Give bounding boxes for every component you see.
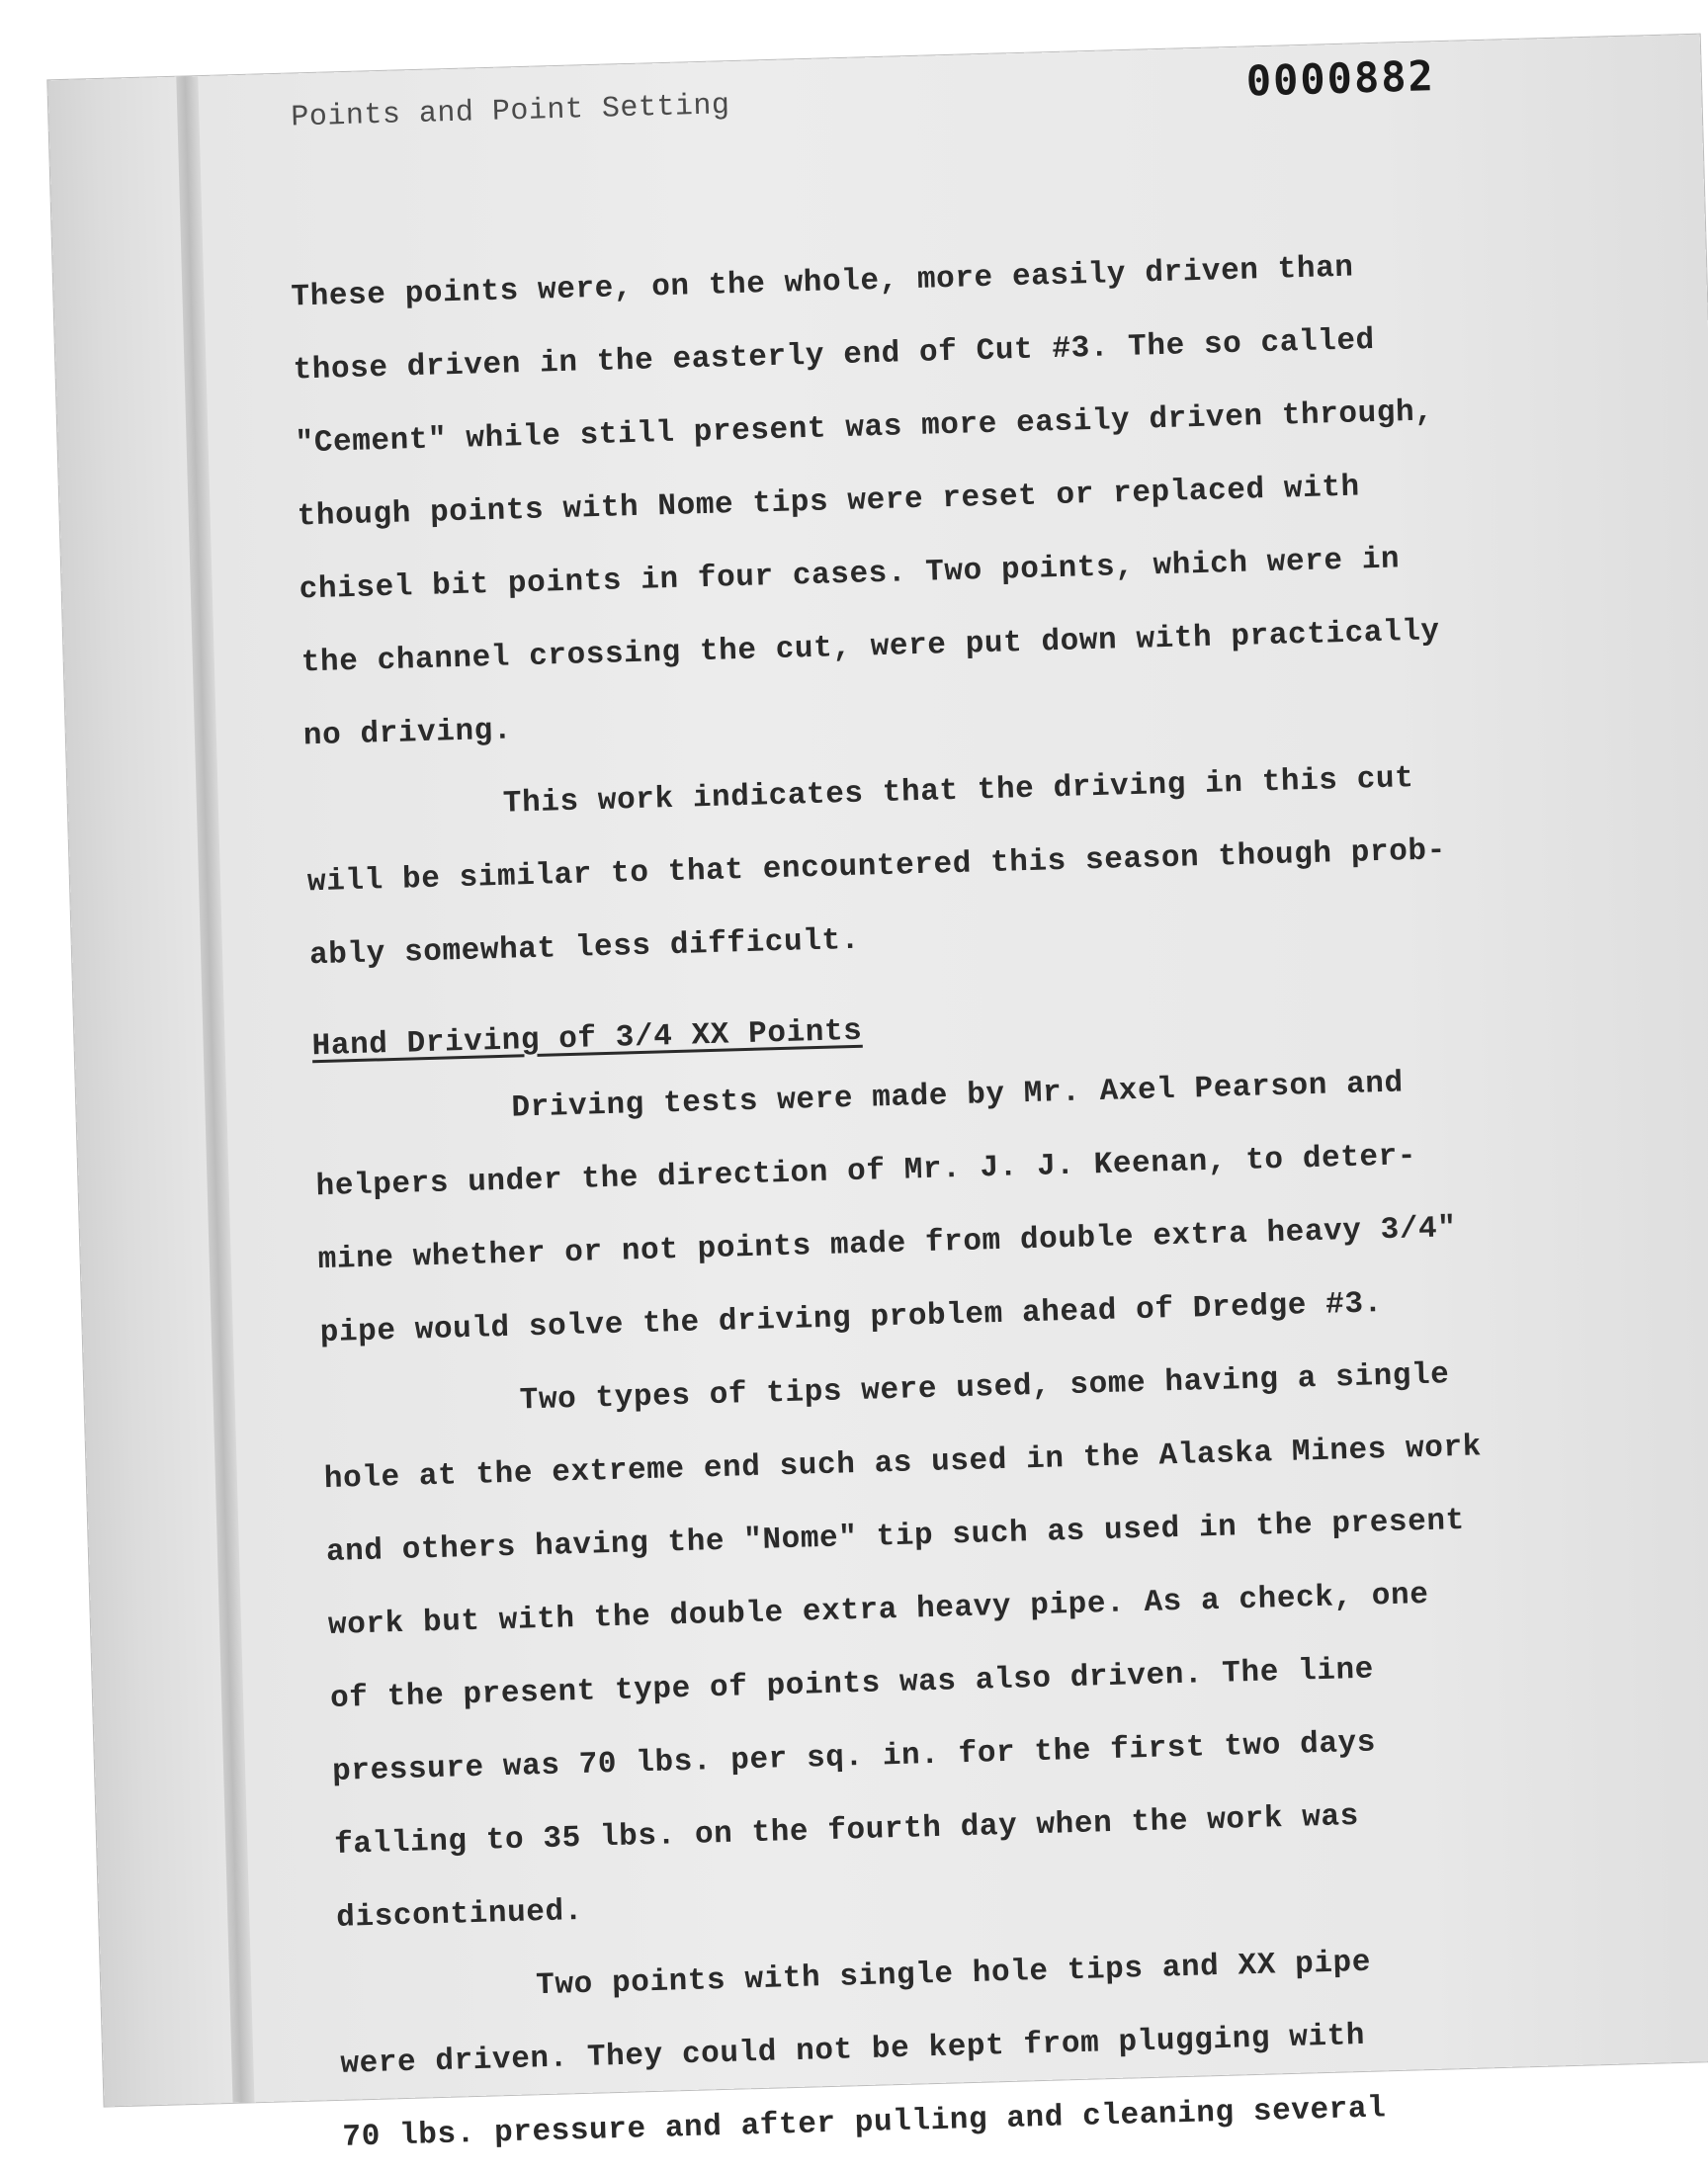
text-line: hole at the extreme end such as used in the Alaska Mines work (323, 1430, 1483, 1498)
document-body (291, 225, 1629, 2175)
text-line: pressure was 70 lbs. per sq. in. for the first two days (331, 1725, 1377, 1789)
document-number-stamp: 0000882 (1245, 51, 1436, 106)
section-paragraph-3 (337, 1920, 1628, 2175)
text-line: no driving. (302, 713, 513, 754)
section-paragraph-2 (321, 1335, 1622, 1956)
text-line: though points with Nome tips were reset or replaced with (297, 470, 1361, 535)
text-line: work but with the double extra heavy pipe. As a check, one (327, 1577, 1429, 1644)
text-line: Two types of tips were used, some having a single (519, 1357, 1450, 1419)
paragraph-2 (304, 738, 1595, 993)
text-line: those driven in the easterly end of Cut #3. The so called (293, 322, 1376, 389)
text-line: falling to 35 lbs. on the fourth day when the work was (333, 1798, 1360, 1863)
page-header-title: Points and Point Setting (291, 89, 730, 135)
text-line: Two points with single hole tips and XX pipe (535, 1945, 1372, 2004)
text-line: the channel crossing the cut, were put down with practically (300, 614, 1441, 681)
binding-shadow (176, 76, 254, 2103)
text-line: These points were, on the whole, more easily driven than (291, 250, 1355, 315)
text-line: chisel bit points in four cases. Two points, which were in (299, 542, 1401, 608)
text-line: mine whether or not points made from double extra heavy 3/4" (317, 1211, 1457, 1278)
text-line: and others having the "Nome" tip such as used in the present (325, 1503, 1466, 1571)
text-line: This work indicates that the driving in this cut (502, 761, 1414, 822)
paper-sheet (47, 35, 1708, 2155)
text-line: "Cement" while still present was more easily driven through, (295, 394, 1434, 462)
section-paragraph-1 (313, 1042, 1606, 1370)
text-line: discontinued. (335, 1893, 584, 1936)
text-line: pipe would solve the driving problem ahead of Dredge #3. (319, 1286, 1384, 1351)
text-line: will be similar to that encountered this season though prob- (306, 833, 1447, 901)
text-line: of the present type of points was also driven. The line (329, 1652, 1375, 1716)
section-heading-text: Hand Driving of 3/4 XX Points (311, 1013, 863, 1065)
text-line: Driving tests were made by Mr. Axel Pearson and (511, 1066, 1405, 1126)
text-line: were driven. They could not be kept from plugging with (339, 2018, 1366, 2082)
text-line: 70 lbs. pressure and after pulling and cleaning several (342, 2091, 1387, 2155)
text-line: ably somewhat less difficult. (308, 922, 861, 974)
text-line: helpers under the direction of Mr. J. J. Keenan, to deter- (315, 1139, 1417, 1205)
paragraph-1 (291, 225, 1589, 773)
